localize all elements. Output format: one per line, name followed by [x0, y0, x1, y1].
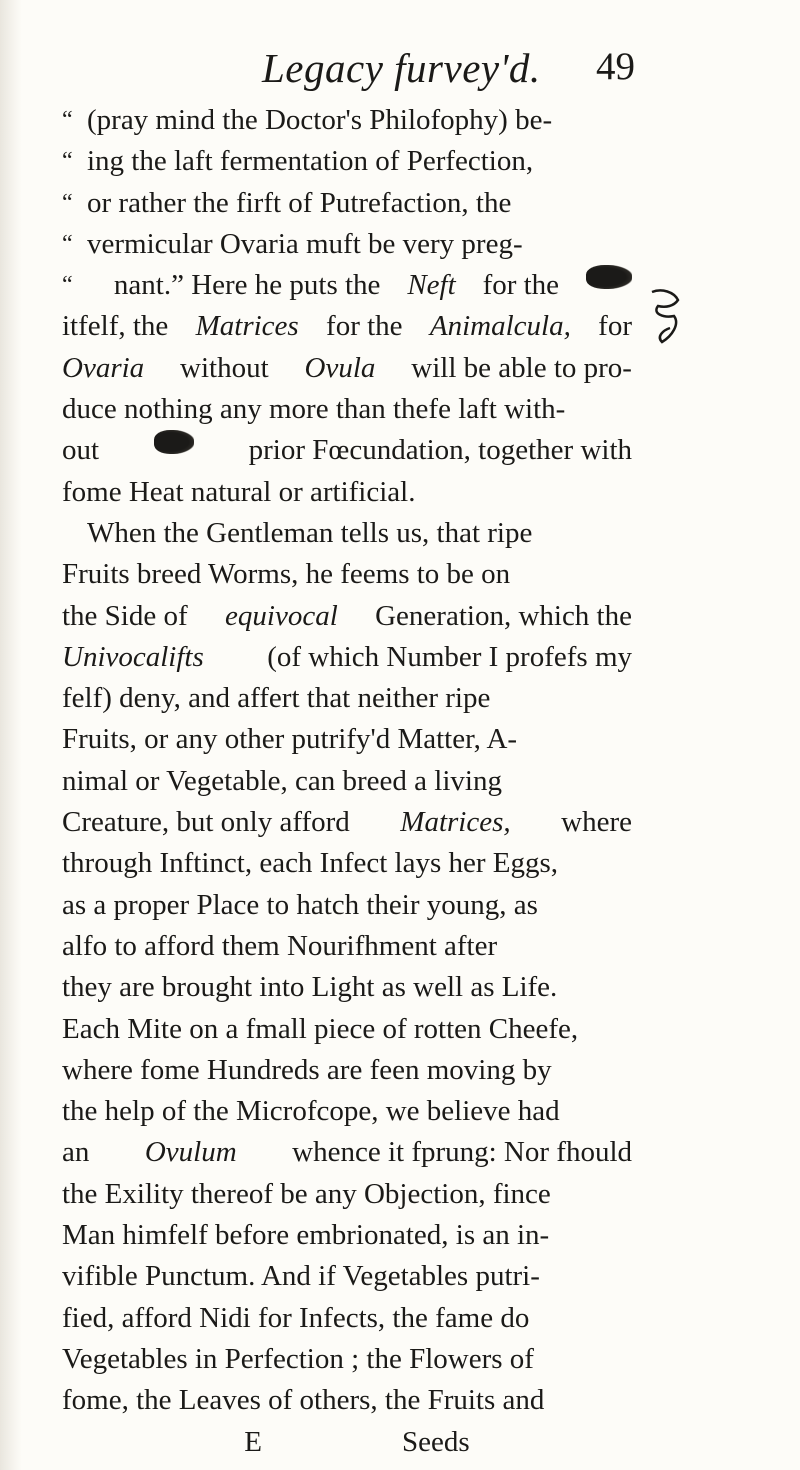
- text-line: [62, 513, 632, 554]
- line-text: will be able to pro-: [411, 351, 632, 384]
- line-text: itfelf, the: [62, 310, 169, 343]
- italic-term: Neft: [407, 269, 456, 302]
- text-line: [62, 430, 632, 471]
- text-line: [62, 1050, 632, 1091]
- text-line: [62, 183, 632, 224]
- italic-term: Matrices,: [400, 806, 511, 839]
- line-text: Generation, which the: [375, 599, 632, 632]
- text-line: [62, 348, 632, 389]
- line-text: nant.” Here he puts the: [113, 269, 381, 302]
- line-text: (pray mind the Doctor's Philofophy) be-: [87, 104, 553, 136]
- text-line: [62, 885, 632, 926]
- page-number: 49: [596, 45, 635, 88]
- quote-mark: “: [62, 148, 73, 175]
- line-text: When the Gentleman tells us, that ripe: [87, 516, 533, 549]
- line-text: through Inftinct, each Infect lays her Eggs,: [62, 847, 559, 880]
- running-title: Legacy furvey'd.: [262, 45, 541, 91]
- line-text: as a proper Place to hatch their young, as: [62, 888, 538, 921]
- text-line: [62, 802, 632, 843]
- text-line: [62, 1256, 632, 1297]
- line-text: duce nothing any more than thefe laft with-: [62, 393, 566, 426]
- page-header: [0, 44, 800, 100]
- line-text: or rather the firft of Putrefaction, the: [87, 186, 512, 219]
- line-text: for the: [326, 310, 403, 343]
- line-text: out: [62, 434, 100, 467]
- marginal-blot: [644, 286, 684, 350]
- italic-term: Ovaria: [62, 351, 145, 384]
- text-line: [62, 1091, 632, 1132]
- line-text: alfo to afford them Nourifhment after: [62, 929, 498, 962]
- italic-term: equivocal: [225, 599, 338, 632]
- text-line: [62, 141, 632, 182]
- line-text: where fome Hundreds are feen moving by: [62, 1053, 552, 1086]
- text-line: [62, 100, 632, 141]
- line-text: vermicular Ovaria muft be very preg-: [87, 227, 523, 260]
- line-text: prior Fœcundation, together with: [248, 434, 632, 467]
- text-line: [62, 843, 632, 884]
- line-text: fied, afford Nidi for Infects, the fame do: [62, 1301, 530, 1334]
- line-text: felf) deny, and affert that neither ripe: [62, 682, 491, 715]
- text-line: [62, 265, 632, 306]
- text-line: [62, 389, 632, 430]
- text-line: [62, 678, 632, 719]
- italic-term: Matrices: [195, 310, 299, 343]
- text-line: [62, 637, 632, 678]
- text-line: [62, 761, 632, 802]
- text-line: [62, 719, 632, 760]
- text-line: [62, 554, 632, 595]
- line-text: Each Mite on a fmall piece of rotten Cheefe,: [62, 1012, 579, 1045]
- text-line: [62, 1174, 632, 1215]
- italic-term: Univocalifts: [62, 640, 204, 673]
- line-text: for: [598, 310, 632, 343]
- line-text: an: [62, 1136, 90, 1169]
- line-text: Fruits breed Worms, he feems to be on: [62, 558, 511, 591]
- text-line: [62, 1339, 632, 1380]
- italic-term: Ovulum: [144, 1136, 237, 1169]
- text-line: [62, 1298, 632, 1339]
- line-text: fome, the Leaves of others, the Fruits and: [62, 1384, 545, 1417]
- line-text: the help of the Microfcope, we believe had: [62, 1095, 560, 1128]
- quote-mark: “: [62, 272, 73, 299]
- quote-mark: “: [62, 107, 73, 133]
- catchword: Seeds: [402, 1425, 470, 1458]
- line-text: Man himfelf before embrionated, is an in-: [62, 1219, 550, 1252]
- line-text: the Exility thereof be any Objection, fince: [62, 1177, 551, 1210]
- signature-mark: E: [244, 1425, 262, 1458]
- line-text: the Side of: [62, 599, 188, 632]
- line-text: without: [180, 351, 269, 384]
- line-text: (of which Number I profefs my: [267, 640, 632, 673]
- text-line: [62, 1215, 632, 1256]
- text-line: [62, 1009, 632, 1050]
- italic-term: Animalcula,: [429, 310, 571, 343]
- text-line: [62, 472, 632, 513]
- ink-blot: [586, 265, 632, 289]
- line-text: Creature, but only afford: [62, 806, 350, 839]
- line-text: nimal or Vegetable, can breed a living: [62, 764, 502, 797]
- line-text: vifible Punctum. And if Vegetables putri-: [62, 1260, 540, 1293]
- line-text: where: [561, 806, 632, 839]
- line-text: fome Heat natural or artificial.: [62, 475, 416, 508]
- line-text: Fruits, or any other putrify'd Matter, A-: [62, 723, 518, 756]
- text-line: [62, 224, 632, 265]
- text-line: [62, 926, 632, 967]
- ink-blot: [154, 430, 194, 454]
- page-footer: [62, 1422, 632, 1463]
- line-text: they are brought into Light as well as Life.: [62, 971, 558, 1004]
- line-text: whence it fprung: Nor fhould: [292, 1136, 632, 1169]
- body-text: [62, 100, 632, 1463]
- quote-mark: “: [62, 230, 73, 257]
- line-text: ing the laft fermentation of Perfection,: [87, 145, 534, 178]
- page-gutter: [0, 0, 22, 1470]
- text-line: [62, 967, 632, 1008]
- line-text: Vegetables in Perfection ; the Flowers of: [62, 1342, 534, 1375]
- text-line: [62, 1380, 632, 1421]
- line-text: for the: [482, 269, 560, 302]
- text-line: [62, 596, 632, 637]
- text-line: [62, 1132, 632, 1173]
- quote-mark: “: [62, 189, 73, 216]
- text-line: [62, 306, 632, 347]
- italic-term: Ovula: [304, 351, 376, 384]
